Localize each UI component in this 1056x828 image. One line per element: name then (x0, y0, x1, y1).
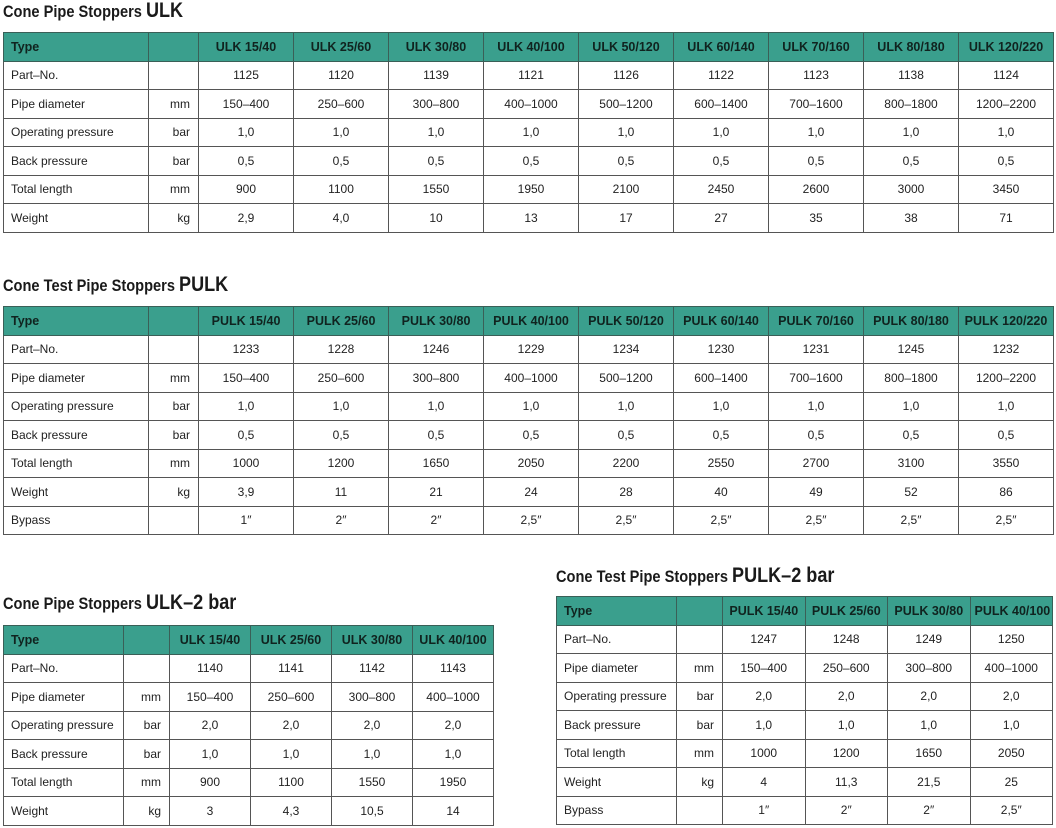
row-label: Operating pressure (557, 682, 677, 711)
row-unit: bar (124, 740, 170, 769)
table-row (4, 147, 1054, 176)
table-cell: 1,0 (389, 118, 484, 147)
table-cell: 1000 (723, 739, 806, 768)
table-cell: 2050 (484, 449, 579, 478)
table-cell: 2600 (769, 175, 864, 204)
row-unit: mm (149, 364, 199, 393)
table-cell: 17 (579, 204, 674, 233)
row-unit (149, 335, 199, 364)
table-header-row (4, 307, 1054, 336)
table-cell: 1250 (970, 625, 1053, 654)
column-header: ULK 50/120 (579, 33, 674, 62)
table-cell: 1230 (674, 335, 769, 364)
row-label: Operating pressure (4, 392, 149, 421)
row-label: Total length (557, 739, 677, 768)
row-unit: bar (149, 421, 199, 450)
table-cell: 400–1000 (970, 654, 1053, 683)
table-cell: 400–1000 (484, 90, 579, 119)
table-cell: 1124 (959, 61, 1054, 90)
table-cell: 38 (864, 204, 959, 233)
table-cell: 1247 (723, 625, 806, 654)
table-cell: 1200 (805, 739, 888, 768)
row-unit: kg (149, 204, 199, 233)
table-cell: 1229 (484, 335, 579, 364)
table-cell: 1,0 (294, 118, 389, 147)
table-cell: 1650 (389, 449, 484, 478)
table-row (557, 796, 1053, 825)
row-unit (149, 61, 199, 90)
table-row (4, 768, 494, 797)
table-cell: 1,0 (199, 118, 294, 147)
column-header: PULK 70/160 (769, 307, 864, 336)
table-cell: 2,0 (251, 711, 332, 740)
table-cell: 2100 (579, 175, 674, 204)
table-cell: 1138 (864, 61, 959, 90)
row-unit: bar (149, 147, 199, 176)
table-cell: 1141 (251, 654, 332, 683)
table-cell: 24 (484, 478, 579, 507)
row-label: Operating pressure (4, 711, 124, 740)
table-cell: 2,5″ (864, 506, 959, 535)
table-cell: 900 (199, 175, 294, 204)
table-cell: 1550 (332, 768, 413, 797)
table-row (4, 797, 494, 826)
table-cell: 1,0 (769, 118, 864, 147)
table-cell: 1231 (769, 335, 864, 364)
table-row (4, 175, 1054, 204)
table-cell: 1,0 (579, 392, 674, 421)
table-cell: 1,0 (579, 118, 674, 147)
row-label: Total length (4, 768, 124, 797)
table-cell: 2″ (888, 796, 971, 825)
row-unit (149, 506, 199, 535)
row-label: Bypass (557, 796, 677, 825)
table-cell: 0,5 (769, 147, 864, 176)
table-cell: 1122 (674, 61, 769, 90)
header-type-label: Type (4, 626, 124, 655)
row-unit: mm (677, 739, 723, 768)
table-cell: 1,0 (389, 392, 484, 421)
table-cell: 1,0 (864, 118, 959, 147)
table-cell: 11 (294, 478, 389, 507)
table-cell: 2″ (805, 796, 888, 825)
column-header: PULK 120/220 (959, 307, 1054, 336)
table-cell: 49 (769, 478, 864, 507)
row-unit: mm (149, 90, 199, 119)
table-cell: 250–600 (251, 683, 332, 712)
ulk-2bar-table (3, 625, 494, 826)
table-cell: 500–1200 (579, 364, 674, 393)
table-cell: 71 (959, 204, 1054, 233)
table-row (4, 654, 494, 683)
table-cell: 0,5 (389, 147, 484, 176)
table-cell: 1,0 (484, 118, 579, 147)
table-cell: 2,9 (199, 204, 294, 233)
table-cell: 21 (389, 478, 484, 507)
table-cell: 13 (484, 204, 579, 233)
pulk-table (3, 306, 1054, 535)
column-header: ULK 80/180 (864, 33, 959, 62)
table-row (557, 625, 1053, 654)
table-cell: 600–1400 (674, 90, 769, 119)
table-cell: 1233 (199, 335, 294, 364)
row-label: Back pressure (4, 421, 149, 450)
row-unit (677, 796, 723, 825)
row-label: Total length (4, 449, 149, 478)
table-row (4, 421, 1054, 450)
table-cell: 0,5 (959, 421, 1054, 450)
table-cell: 900 (170, 768, 251, 797)
table-cell: 1249 (888, 625, 971, 654)
header-unit-cell (124, 626, 170, 655)
pulk-2bar-table (556, 596, 1053, 825)
row-label: Back pressure (4, 147, 149, 176)
table-cell: 2,5″ (970, 796, 1053, 825)
pulk-2bar-title: Cone Test Pipe Stoppers PULK–2 bar (556, 564, 835, 587)
table-cell: 0,5 (769, 421, 864, 450)
row-unit: kg (149, 478, 199, 507)
column-header: ULK 30/80 (389, 33, 484, 62)
table-cell: 40 (674, 478, 769, 507)
pulk-title: Cone Test Pipe Stoppers PULK (3, 273, 229, 296)
table-cell: 700–1600 (769, 90, 864, 119)
table-row (4, 118, 1054, 147)
table-cell: 300–800 (888, 654, 971, 683)
row-label: Back pressure (557, 711, 677, 740)
ulk-section (3, 0, 1054, 233)
table-cell: 400–1000 (413, 683, 494, 712)
ulk-table (3, 32, 1054, 233)
header-type-label: Type (4, 33, 149, 62)
ulk-2bar-section (3, 592, 494, 826)
row-unit: mm (149, 449, 199, 478)
table-cell: 1121 (484, 61, 579, 90)
table-cell: 27 (674, 204, 769, 233)
row-label: Part–No. (4, 61, 149, 90)
table-row (4, 506, 1054, 535)
table-cell: 3 (170, 797, 251, 826)
table-cell: 700–1600 (769, 364, 864, 393)
row-label: Total length (4, 175, 149, 204)
column-header: ULK 30/80 (332, 626, 413, 655)
column-header: PULK 15/40 (199, 307, 294, 336)
table-cell: 150–400 (723, 654, 806, 683)
row-unit: bar (124, 711, 170, 740)
column-header: PULK 40/100 (970, 597, 1053, 626)
column-header: PULK 50/120 (579, 307, 674, 336)
table-cell: 2″ (389, 506, 484, 535)
table-cell: 1″ (199, 506, 294, 535)
table-row (4, 478, 1054, 507)
table-cell: 800–1800 (864, 90, 959, 119)
table-cell: 1,0 (959, 392, 1054, 421)
table-cell: 3100 (864, 449, 959, 478)
row-label: Bypass (4, 506, 149, 535)
table-cell: 1125 (199, 61, 294, 90)
row-unit: bar (149, 392, 199, 421)
table-cell: 150–400 (199, 90, 294, 119)
table-cell: 1550 (389, 175, 484, 204)
row-label: Pipe diameter (4, 364, 149, 393)
table-cell: 2,5″ (484, 506, 579, 535)
table-row (4, 204, 1054, 233)
table-cell: 150–400 (170, 683, 251, 712)
column-header: ULK 25/60 (251, 626, 332, 655)
table-cell: 400–1000 (484, 364, 579, 393)
row-unit: bar (677, 711, 723, 740)
table-cell: 0,5 (674, 147, 769, 176)
table-cell: 1950 (413, 768, 494, 797)
table-cell: 1232 (959, 335, 1054, 364)
table-cell: 11,3 (805, 768, 888, 797)
ulk-2bar-title: Cone Pipe Stoppers ULK–2 bar (3, 591, 237, 614)
row-label: Part–No. (4, 654, 124, 683)
row-unit: bar (677, 682, 723, 711)
table-cell: 21,5 (888, 768, 971, 797)
column-header: PULK 25/60 (294, 307, 389, 336)
table-row (557, 682, 1053, 711)
table-cell: 1,0 (959, 118, 1054, 147)
table-cell: 0,5 (674, 421, 769, 450)
table-cell: 1100 (251, 768, 332, 797)
column-header: ULK 40/100 (413, 626, 494, 655)
table-cell: 1100 (294, 175, 389, 204)
row-label: Pipe diameter (557, 654, 677, 683)
row-unit: mm (149, 175, 199, 204)
row-unit: mm (124, 683, 170, 712)
table-cell: 0,5 (484, 147, 579, 176)
table-cell: 1248 (805, 625, 888, 654)
row-unit: mm (677, 654, 723, 683)
table-cell: 1,0 (970, 711, 1053, 740)
table-cell: 0,5 (484, 421, 579, 450)
table-cell: 250–600 (805, 654, 888, 683)
table-cell: 35 (769, 204, 864, 233)
table-cell: 1,0 (888, 711, 971, 740)
table-cell: 1000 (199, 449, 294, 478)
table-cell: 250–600 (294, 364, 389, 393)
table-cell: 0,5 (864, 421, 959, 450)
column-header: ULK 40/100 (484, 33, 579, 62)
table-cell: 1,0 (674, 392, 769, 421)
table-cell: 1,0 (251, 740, 332, 769)
header-unit-cell (677, 597, 723, 626)
table-cell: 2,0 (170, 711, 251, 740)
row-label: Weight (557, 768, 677, 797)
pulk-section (3, 274, 1054, 535)
row-label: Part–No. (557, 625, 677, 654)
row-label: Pipe diameter (4, 683, 124, 712)
table-cell: 1143 (413, 654, 494, 683)
table-cell: 2,5″ (674, 506, 769, 535)
column-header: PULK 80/180 (864, 307, 959, 336)
table-cell: 10 (389, 204, 484, 233)
row-unit (124, 654, 170, 683)
table-cell: 0,5 (579, 147, 674, 176)
table-cell: 1126 (579, 61, 674, 90)
table-cell: 1,0 (294, 392, 389, 421)
table-cell: 1245 (864, 335, 959, 364)
table-cell: 1200–2200 (959, 364, 1054, 393)
table-row (557, 711, 1053, 740)
table-cell: 1140 (170, 654, 251, 683)
header-unit-cell (149, 307, 199, 336)
table-cell: 0,5 (864, 147, 959, 176)
table-cell: 3000 (864, 175, 959, 204)
header-type-label: Type (557, 597, 677, 626)
table-cell: 1120 (294, 61, 389, 90)
table-cell: 28 (579, 478, 674, 507)
table-cell: 1139 (389, 61, 484, 90)
table-cell: 0,5 (199, 421, 294, 450)
table-row (4, 61, 1054, 90)
table-cell: 86 (959, 478, 1054, 507)
table-cell: 2550 (674, 449, 769, 478)
row-unit: kg (677, 768, 723, 797)
table-row (557, 739, 1053, 768)
row-label: Part–No. (4, 335, 149, 364)
table-cell: 1200 (294, 449, 389, 478)
row-unit: kg (124, 797, 170, 826)
table-cell: 1,0 (199, 392, 294, 421)
column-header: PULK 30/80 (888, 597, 971, 626)
table-cell: 2,0 (805, 682, 888, 711)
table-cell: 1,0 (723, 711, 806, 740)
table-cell: 4 (723, 768, 806, 797)
column-header: ULK 60/140 (674, 33, 769, 62)
table-cell: 0,5 (959, 147, 1054, 176)
row-unit: mm (124, 768, 170, 797)
column-header: ULK 15/40 (170, 626, 251, 655)
column-header: PULK 40/100 (484, 307, 579, 336)
table-cell: 2050 (970, 739, 1053, 768)
table-cell: 2,0 (332, 711, 413, 740)
table-cell: 1″ (723, 796, 806, 825)
table-cell: 1234 (579, 335, 674, 364)
header-unit-cell (149, 33, 199, 62)
table-cell: 3450 (959, 175, 1054, 204)
table-cell: 1246 (389, 335, 484, 364)
table-cell: 4,3 (251, 797, 332, 826)
table-cell: 1,0 (674, 118, 769, 147)
table-cell: 1,0 (170, 740, 251, 769)
table-row (4, 364, 1054, 393)
column-header: ULK 120/220 (959, 33, 1054, 62)
table-cell: 250–600 (294, 90, 389, 119)
row-unit (677, 625, 723, 654)
row-label: Pipe diameter (4, 90, 149, 119)
table-cell: 2,0 (413, 711, 494, 740)
table-cell: 0,5 (389, 421, 484, 450)
table-cell: 1,0 (484, 392, 579, 421)
pulk-2bar-section (556, 565, 1053, 825)
table-cell: 1,0 (332, 740, 413, 769)
table-row (4, 449, 1054, 478)
table-header-row (4, 33, 1054, 62)
table-cell: 10,5 (332, 797, 413, 826)
row-unit: bar (149, 118, 199, 147)
column-header: ULK 25/60 (294, 33, 389, 62)
table-row (4, 392, 1054, 421)
table-row (4, 740, 494, 769)
table-cell: 3550 (959, 449, 1054, 478)
table-cell: 0,5 (294, 421, 389, 450)
header-type-label: Type (4, 307, 149, 336)
table-cell: 2,0 (723, 682, 806, 711)
table-row (4, 90, 1054, 119)
table-cell: 25 (970, 768, 1053, 797)
table-cell: 52 (864, 478, 959, 507)
table-cell: 2,0 (970, 682, 1053, 711)
table-cell: 2,0 (888, 682, 971, 711)
table-cell: 1650 (888, 739, 971, 768)
table-cell: 1123 (769, 61, 864, 90)
row-label: Operating pressure (4, 118, 149, 147)
table-row (4, 683, 494, 712)
table-row (557, 654, 1053, 683)
table-cell: 300–800 (332, 683, 413, 712)
ulk-title: Cone Pipe Stoppers ULK (3, 0, 184, 22)
table-row (4, 335, 1054, 364)
table-cell: 1,0 (413, 740, 494, 769)
table-cell: 4,0 (294, 204, 389, 233)
table-cell: 0,5 (294, 147, 389, 176)
table-header-row (557, 597, 1053, 626)
table-cell: 14 (413, 797, 494, 826)
table-cell: 300–800 (389, 364, 484, 393)
table-cell: 2700 (769, 449, 864, 478)
table-cell: 1142 (332, 654, 413, 683)
table-cell: 0,5 (579, 421, 674, 450)
table-cell: 0,5 (199, 147, 294, 176)
column-header: ULK 15/40 (199, 33, 294, 62)
table-cell: 2450 (674, 175, 769, 204)
table-cell: 1200–2200 (959, 90, 1054, 119)
table-cell: 1,0 (769, 392, 864, 421)
row-label: Weight (4, 478, 149, 507)
table-cell: 2200 (579, 449, 674, 478)
table-cell: 500–1200 (579, 90, 674, 119)
column-header: ULK 70/160 (769, 33, 864, 62)
table-cell: 1,0 (864, 392, 959, 421)
table-cell: 2,5″ (769, 506, 864, 535)
table-cell: 2″ (294, 506, 389, 535)
table-row (557, 768, 1053, 797)
table-header-row (4, 626, 494, 655)
row-label: Weight (4, 797, 124, 826)
row-label: Weight (4, 204, 149, 233)
table-cell: 300–800 (389, 90, 484, 119)
column-header: PULK 15/40 (723, 597, 806, 626)
table-cell: 2,5″ (959, 506, 1054, 535)
column-header: PULK 30/80 (389, 307, 484, 336)
table-row (4, 711, 494, 740)
table-cell: 2,5″ (579, 506, 674, 535)
table-cell: 1228 (294, 335, 389, 364)
row-label: Back pressure (4, 740, 124, 769)
column-header: PULK 25/60 (805, 597, 888, 626)
table-cell: 800–1800 (864, 364, 959, 393)
table-cell: 150–400 (199, 364, 294, 393)
table-cell: 1,0 (805, 711, 888, 740)
column-header: PULK 60/140 (674, 307, 769, 336)
table-cell: 600–1400 (674, 364, 769, 393)
table-cell: 3,9 (199, 478, 294, 507)
table-cell: 1950 (484, 175, 579, 204)
